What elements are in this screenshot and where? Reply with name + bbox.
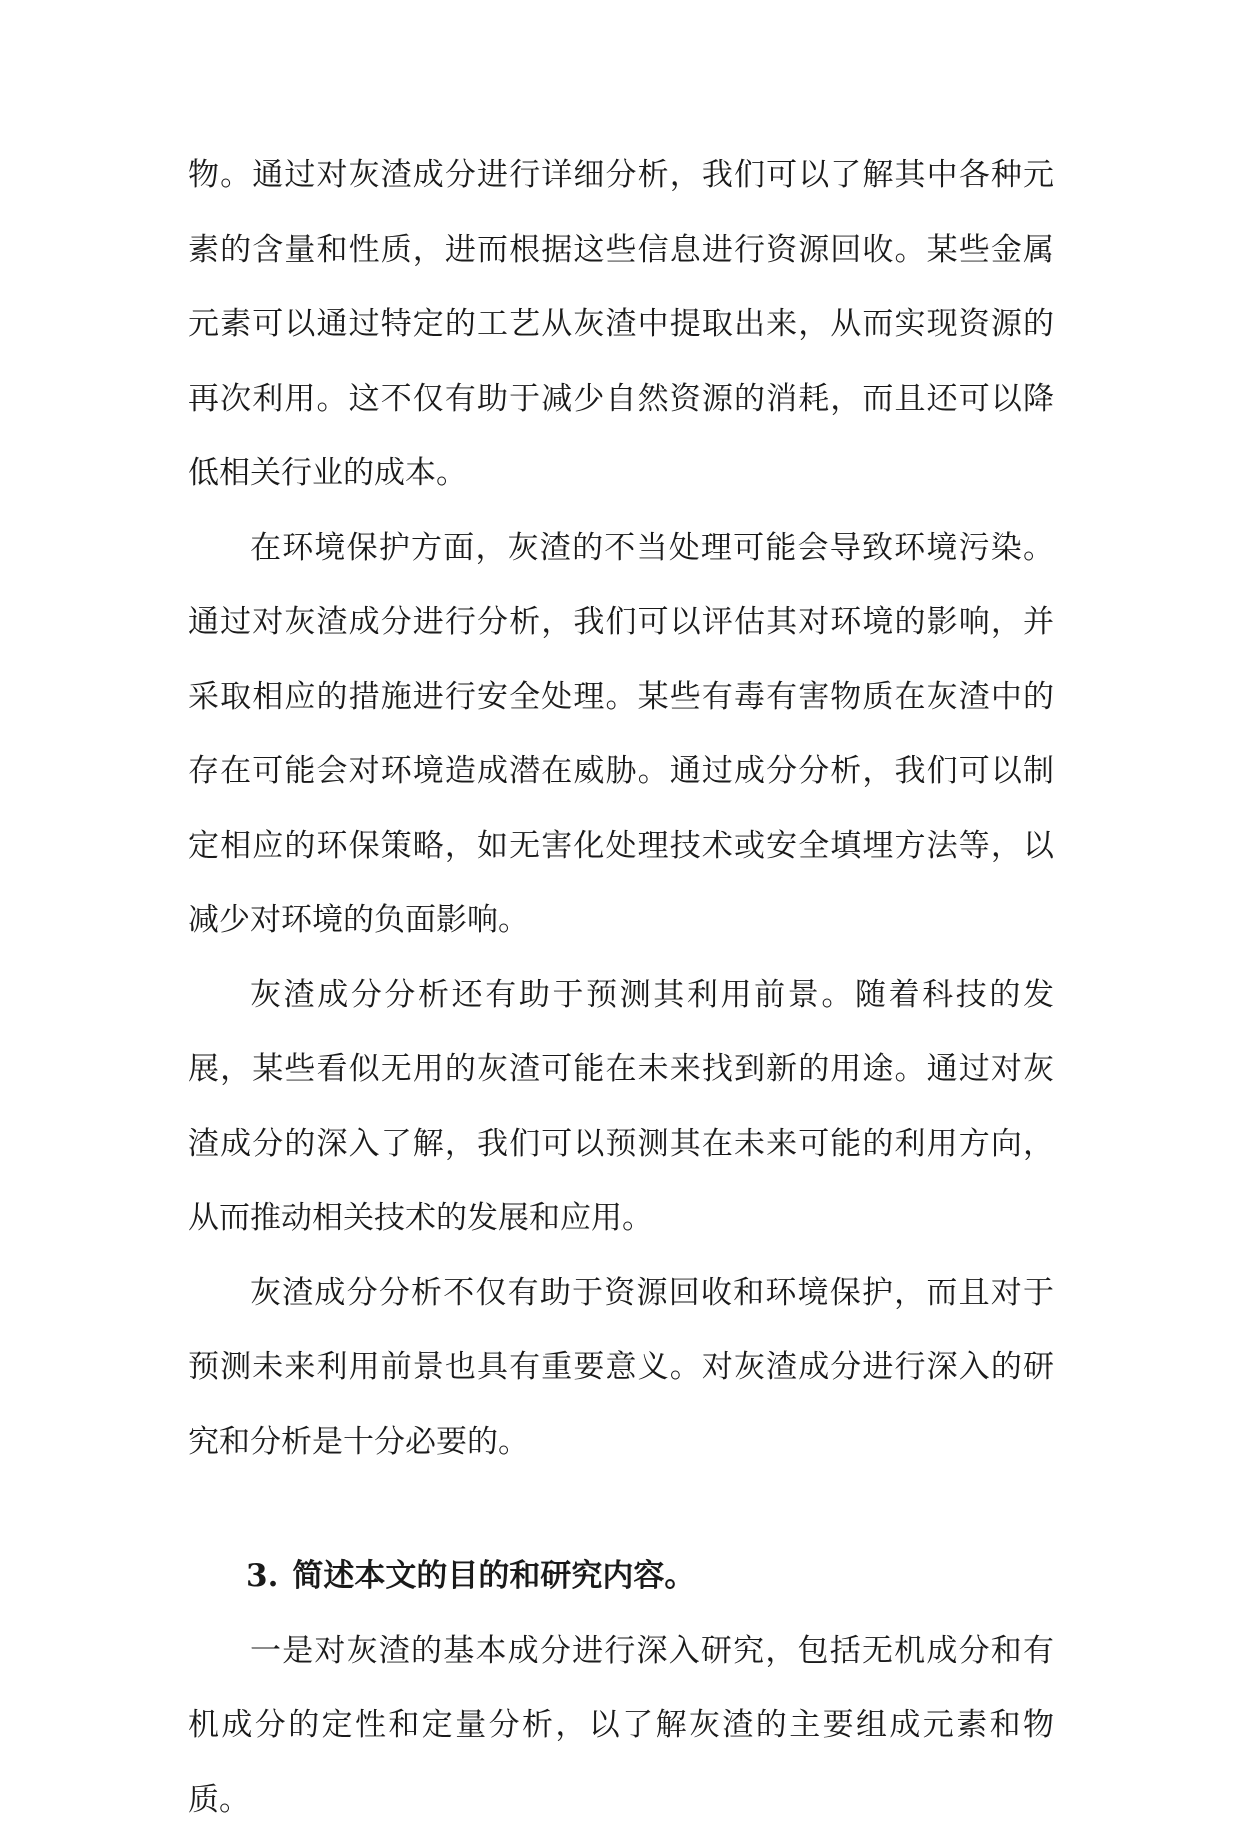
paragraph-environment-protection: 在环境保护方面，灰渣的不当处理可能会导致环境污染。通过对灰渣成分进行分析，我们可以评估其对环境的影响，并采取相应的措施进行安全处理。某些有毒有害物质在灰渣中的存在可能会对环境造成潜在威胁。通过成分分析，我们可以制定相应的环保策略，如无害化处理技术或安全填埋方法等，以减少对环境的负面影响。: [188, 511, 1054, 958]
paragraph-summary: 灰渣成分分析不仅有助于资源回收和环境保护，而且对于预测未来利用前景也具有重要意义。对灰渣成分进行深入的研究和分析是十分必要的。: [188, 1256, 1054, 1480]
paragraph-research-content: 一是对灰渣的基本成分进行深入研究，包括无机成分和有机成分的定性和定量分析，以了解灰渣的主要组成元素和物质。: [188, 1614, 1054, 1837]
section-heading-text: 简述本文的目的和研究内容。: [292, 1558, 695, 1594]
document-body: [188, 138, 1054, 1837]
paragraph-resource-recovery: 物。通过对灰渣成分进行详细分析，我们可以了解其中各种元素的含量和性质，进而根据这些信息进行资源回收。某些金属元素可以通过特定的工艺从灰渣中提取出来，从而实现资源的再次利用。这不仅有助于减少自然资源的消耗，而且还可以降低相关行业的成本。: [188, 138, 1054, 511]
paragraph-utilization-prospect: 灰渣成分分析还有助于预测其利用前景。随着科技的发展，某些看似无用的灰渣可能在未来找到新的用途。通过对灰渣成分的深入了解，我们可以预测其在未来可能的利用方向，从而推动相关技术的发展和应用。: [188, 958, 1054, 1256]
section-heading-number: 3.: [246, 1558, 278, 1594]
section-heading: [188, 1539, 1054, 1614]
